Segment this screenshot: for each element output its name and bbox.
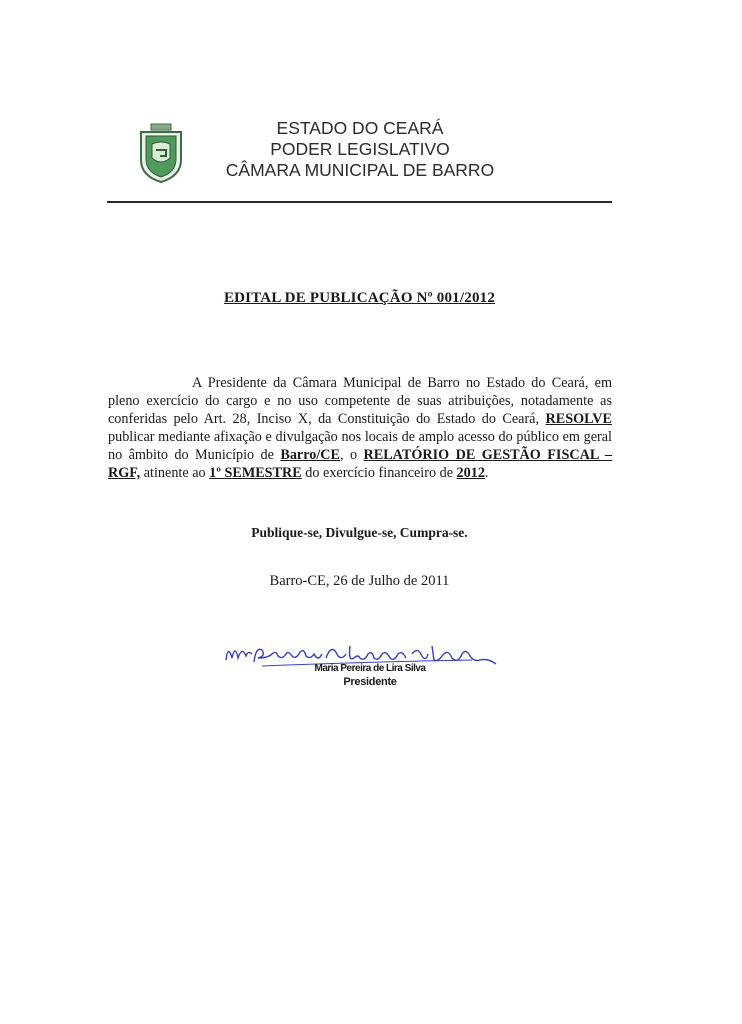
header-divider bbox=[107, 201, 612, 203]
semester-label: 1º SEMESTRE bbox=[209, 465, 302, 481]
body-text-6: . bbox=[484, 465, 489, 481]
letterhead-chamber: CÂMARA MUNICIPAL DE BARRO bbox=[225, 160, 495, 180]
body-text-4: atinente ao bbox=[143, 465, 206, 481]
closing-motto: Publique-se, Divulgue-se, Cumpra-se. bbox=[251, 525, 468, 540]
fiscal-year: 2012 bbox=[456, 465, 485, 481]
body-paragraph bbox=[108, 374, 612, 482]
municipality-name: Barro/CE bbox=[280, 447, 341, 463]
resolve-keyword: RESOLVE bbox=[545, 411, 612, 427]
document-body bbox=[108, 374, 612, 482]
body-text-1: A Presidente da Câmara Municipal de Barro no Estado do Ceará, em pleno exercício do cargo e no uso competente de suas atribuições, notadamente as conferidas pelo Art. 28, Inciso X, da Constituição do Estado do Ceará, bbox=[108, 375, 612, 427]
state-coat-of-arms-icon bbox=[136, 122, 186, 184]
body-text-5: do exercício financeiro de bbox=[305, 465, 453, 481]
place-and-date: Barro-CE, 26 de Julho de 2011 bbox=[269, 573, 450, 589]
body-text-2: publicar mediante afixação e divulgação nos locais de amplo acesso do público em geral no âmbito do Município de bbox=[108, 429, 612, 463]
signatory-name: Maria Pereira de Lira Silva bbox=[314, 663, 426, 674]
body-text-3: , o bbox=[340, 447, 358, 463]
letterhead-power: PODER LEGISLATIVO bbox=[270, 139, 450, 159]
signatory-role: Presidente bbox=[343, 676, 397, 688]
letterhead-state: ESTADO DO CEARÁ bbox=[276, 118, 444, 138]
report-name: RELATÓRIO DE GESTÃO FISCAL – RGF, bbox=[108, 447, 613, 481]
document-title: EDITAL DE PUBLICAÇÃO Nº 001/2012 bbox=[223, 290, 496, 306]
letterhead bbox=[190, 118, 530, 181]
